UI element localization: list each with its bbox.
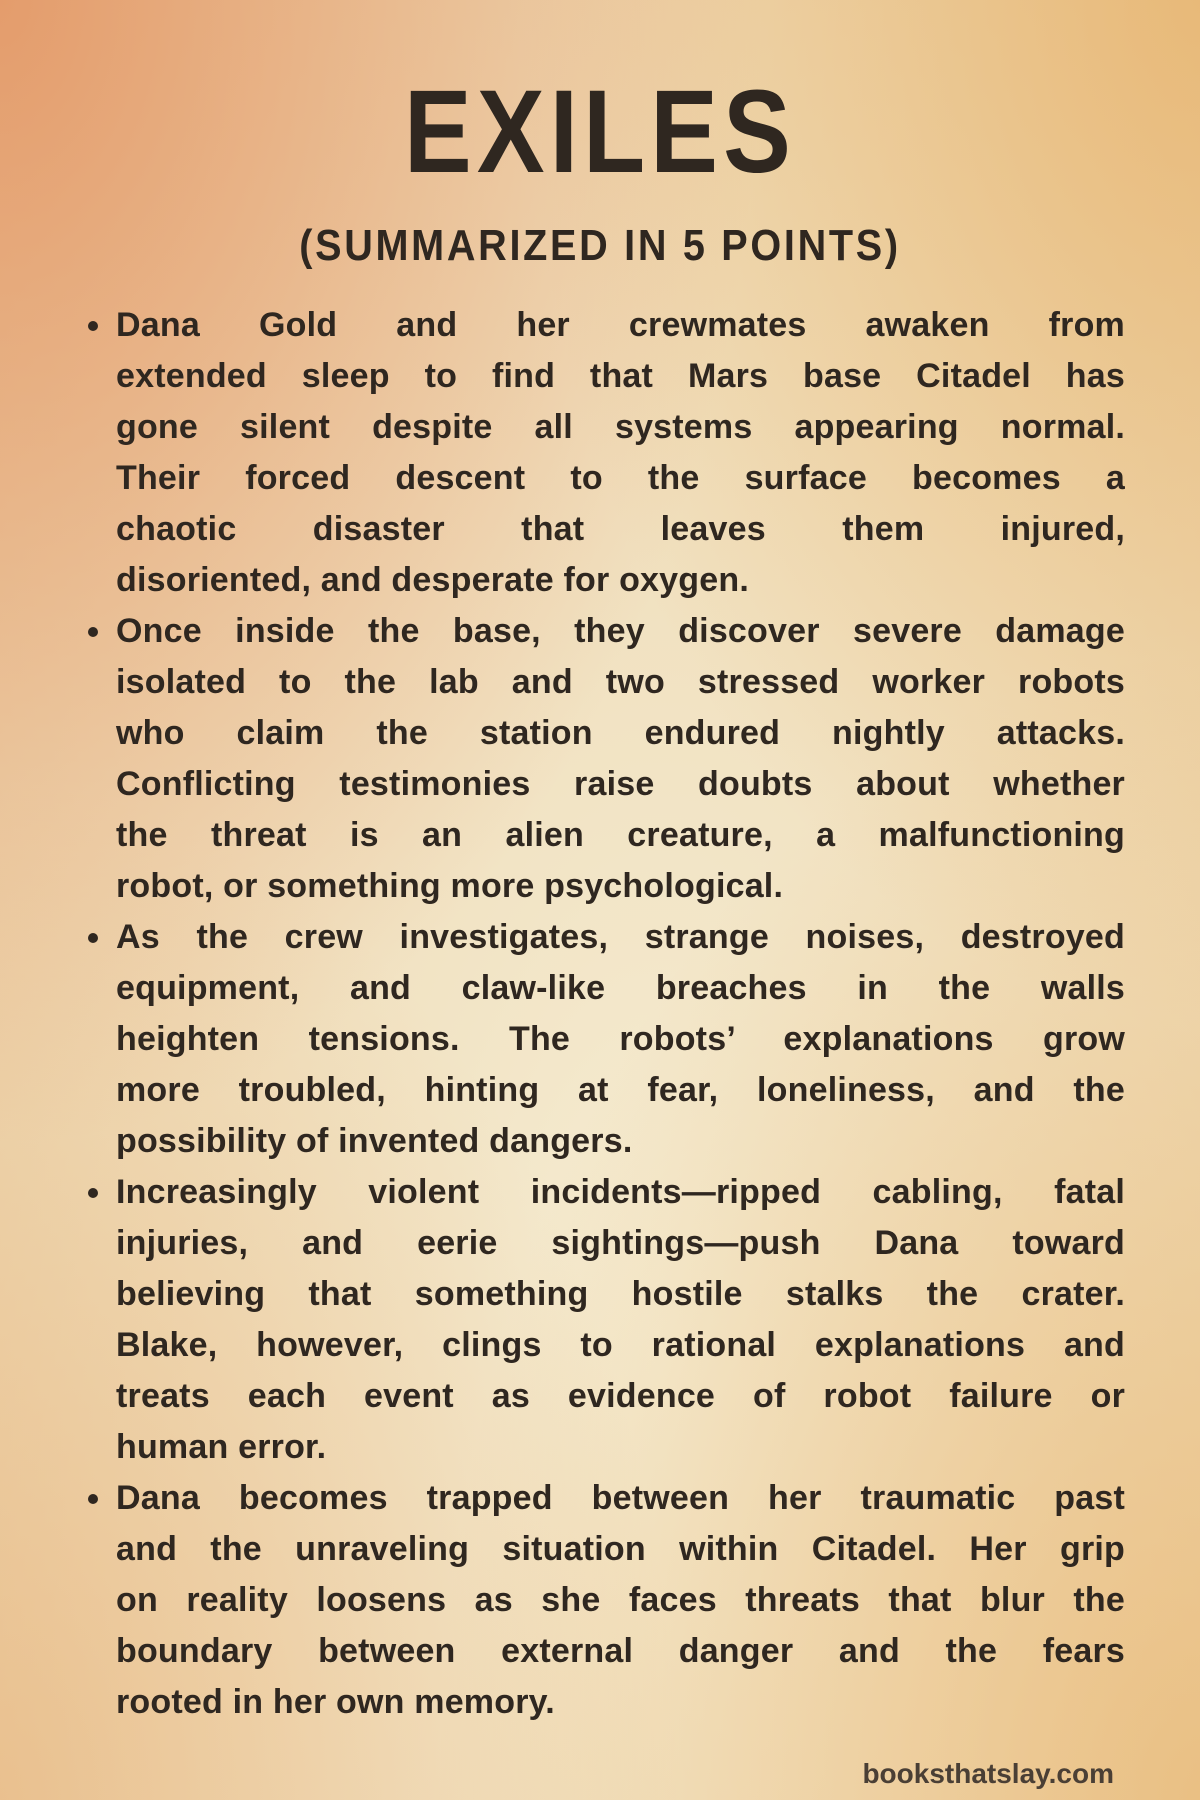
list-item: [116, 300, 1125, 606]
list-item-line: treats each event as evidence of robot failure or: [116, 1377, 1125, 1415]
list-item-line: Once inside the base, they discover severe damage: [116, 612, 1125, 650]
list-item-line: Blake, however, clings to rational explanations and: [116, 1326, 1125, 1364]
list-item-line: believing that something hostile stalks the crater.: [116, 1275, 1125, 1313]
list-item-line: Dana becomes trapped between her traumatic past: [116, 1479, 1125, 1517]
list-item-line: rooted in her own memory.: [116, 1683, 555, 1721]
list-item-line: Conflicting testimonies raise doubts about whether: [116, 765, 1125, 803]
list-item-line: gone silent despite all systems appearing normal.: [116, 408, 1125, 446]
summary-list: [116, 300, 1125, 1728]
list-item-line: equipment, and claw-like breaches in the walls: [116, 969, 1125, 1007]
page-title: EXILES: [404, 66, 796, 198]
list-item-line: more troubled, hinting at fear, loneliness, and the: [116, 1071, 1125, 1109]
bullet-icon: [88, 1494, 98, 1504]
list-item-line: who claim the station endured nightly attacks.: [116, 714, 1125, 752]
list-item: [116, 1167, 1125, 1473]
bullet-icon: [88, 627, 98, 637]
list-item-line: Their forced descent to the surface becomes a: [116, 459, 1125, 497]
list-item-line: Increasingly violent incidents—ripped cabling, fatal: [116, 1173, 1125, 1211]
bullet-icon: [88, 321, 98, 331]
list-item-line: disoriented, and desperate for oxygen.: [116, 561, 749, 599]
page-subtitle: (SUMMARIZED IN 5 POINTS): [299, 221, 901, 270]
list-item-line: boundary between external danger and the fears: [116, 1632, 1125, 1670]
bullet-icon: [88, 1188, 98, 1198]
list-item-line: As the crew investigates, strange noises, destroyed: [116, 918, 1125, 956]
list-item-line: robot, or something more psychological.: [116, 867, 784, 905]
list-item-line: extended sleep to find that Mars base Citadel has: [116, 357, 1125, 395]
list-item-line: injuries, and eerie sightings—push Dana toward: [116, 1224, 1125, 1262]
list-item-line: possibility of invented dangers.: [116, 1122, 633, 1160]
bullet-icon: [88, 933, 98, 943]
list-item-line: heighten tensions. The robots’ explanations grow: [116, 1020, 1125, 1058]
list-item-line: chaotic disaster that leaves them injured,: [116, 510, 1125, 548]
list-item: [116, 606, 1125, 912]
list-item-line: Dana Gold and her crewmates awaken from: [116, 306, 1125, 344]
footer-site-link[interactable]: booksthatslay.com: [862, 1758, 1114, 1789]
list-item-line: the threat is an alien creature, a malfunctioning: [116, 816, 1125, 854]
list-item-line: and the unraveling situation within Citadel. Her grip: [116, 1530, 1125, 1568]
list-item-line: isolated to the lab and two stressed worker robots: [116, 663, 1125, 701]
list-item: [116, 912, 1125, 1167]
list-item: [116, 1473, 1125, 1728]
list-item-line: human error.: [116, 1428, 327, 1466]
list-item-line: on reality loosens as she faces threats that blur the: [116, 1581, 1125, 1619]
